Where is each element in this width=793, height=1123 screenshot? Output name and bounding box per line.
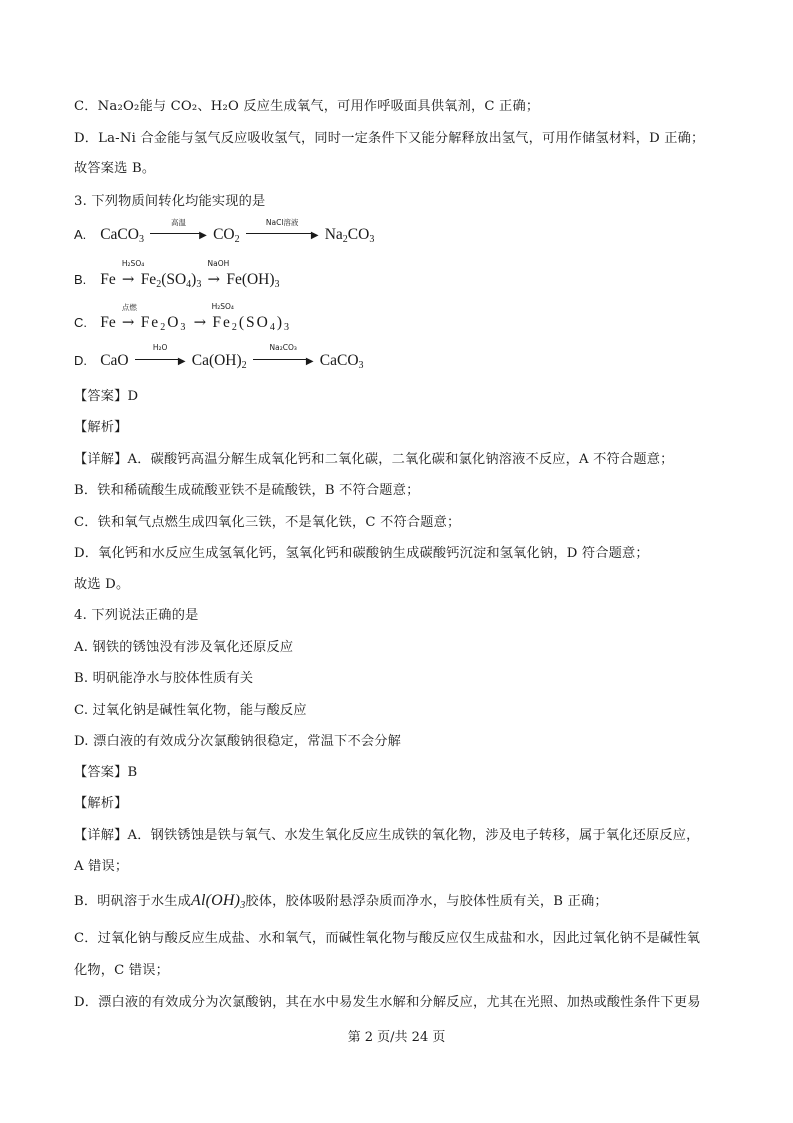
reaction-arrow: Na₂CO₃ ▶ — [253, 354, 314, 369]
question-3-stem: 3. 下列物质间转化均能实现的是 — [74, 194, 266, 209]
q3-detail-b: B．铁和稀硫酸生成硫酸亚铁不是硫酸铁，B 不符合题意； — [74, 483, 420, 498]
q4-detail-d: D．漂白液的有效成分为次氯酸钠，其在水中易发生水解和分解反应，尤其在光照、加热或酸性条件下更易 — [74, 995, 701, 1010]
chem-formula: CaO — [100, 352, 129, 369]
chem-formula: $Fe(OH)_3$ — [226, 271, 280, 290]
reaction-arrow: 高温 ▶ — [150, 228, 207, 243]
chem-formula: $Al(OH)_3$ — [191, 892, 246, 911]
q4-detail-a: 【详解】A．钢铁锈蚀是铁与氧气、水发生氧化反应生成铁的氧化物，涉及电子转移，属于氧化还原反应， — [74, 828, 700, 843]
reaction-arrow: 点燃 → — [121, 303, 137, 331]
answer-tag-q3: 【答案】D — [74, 389, 139, 404]
chem-formula: $Fe_2(SO_4)_3$ — [212, 314, 292, 333]
reaction-arrow: H₂O ▶ — [135, 354, 186, 369]
q3-detail-c: C．铁和氧气点燃生成四氧化三铁，不是氧化铁，C 不符合题意； — [74, 515, 461, 530]
answer-tag-q4: 【答案】B — [74, 765, 138, 780]
question-4-stem: 4. 下列说法正确的是 — [74, 608, 199, 623]
chem-formula: $Na_2CO_3$ — [324, 226, 375, 245]
chem-formula: $Fe_2(SO_4)_3$ — [140, 271, 202, 290]
q3-option-d — [74, 343, 364, 371]
q4-option-d: D. 漂白液的有效成分次氯酸钠很稳定，常温下不会分解 — [74, 734, 401, 749]
q3-conclusion: 故选 D。 — [74, 577, 130, 592]
answer-summary: 故答案选 B。 — [74, 161, 156, 176]
chem-formula: $CO_2$ — [213, 226, 240, 245]
q3-detail-a: 【详解】A．碳酸钙高温分解生成氧化钙和二氧化碳，二氧化碳和氯化钠溶液不反应，A 不符合题意； — [74, 452, 674, 467]
q4-detail-a-cont: A 错误； — [74, 859, 129, 874]
q4-detail-b: B．明矾溶于水生成$Al(OH)_3$胶体，胶体吸附悬浮杂质而净水，与胶体性质有关，B 正确； — [74, 892, 608, 911]
q4-detail-c: C．过氧化钠与酸反应生成盐、水和氧气，而碱性氧化物与酸反应仅生成盐和水，因此过氧化钠不是碱性氧 — [74, 931, 701, 946]
q3-option-a — [74, 218, 375, 245]
q4-detail-c-cont: 化物，C 错误； — [74, 963, 170, 978]
chem-formula: Fe — [100, 314, 116, 331]
page-footer: 第 2 页/共 24 页 — [347, 1030, 446, 1045]
q3-option-c — [74, 302, 292, 333]
option-label: D. — [74, 353, 87, 368]
q4-option-a: A. 钢铁的锈蚀没有涉及氧化还原反应 — [74, 640, 294, 655]
reaction-arrow: NaOH → — [207, 259, 230, 288]
q3-option-b — [74, 259, 280, 290]
option-label: A. — [74, 227, 87, 242]
q4-option-b: B. 明矾能净水与胶体性质有关 — [74, 671, 254, 686]
analysis-tag-q3: 【解析】 — [74, 420, 128, 435]
option-d-text: D．La-Ni 合金能与氢气反应吸收氢气，同时一定条件下又能分解释放出氢气，可用作储氢材料，D 正确； — [74, 131, 705, 146]
analysis-tag-q4: 【解析】 — [74, 796, 128, 811]
q3-detail-d: D．氧化钙和水反应生成氢氧化钙，氢氧化钙和碳酸钠生成碳酸钙沉淀和氢氧化钠，D 符合题意； — [74, 546, 649, 561]
chem-formula: $Fe_2O_3$ — [140, 314, 188, 333]
q4-option-c: C. 过氧化钠是碱性氧化物，能与酸反应 — [74, 703, 307, 718]
chem-formula: CaCO$_3$ — [319, 352, 364, 371]
chem-formula: $Ca(OH)_2$ — [191, 352, 247, 371]
reaction-arrow: H₂SO₄ → — [121, 259, 145, 288]
option-label: B. — [74, 272, 87, 287]
reaction-arrow: H₂SO₄ → — [193, 302, 234, 331]
chem-formula: Fe — [100, 271, 116, 288]
option-label: C. — [74, 315, 87, 330]
option-c-text: C．Na₂O₂能与 CO₂、H₂O 反应生成氧气，可用作呼吸面具供氧剂，C 正确； — [74, 99, 540, 114]
reaction-arrow: NaCl溶液 ▶ — [246, 228, 319, 243]
chem-formula: CaCO$_3$ — [100, 226, 144, 245]
